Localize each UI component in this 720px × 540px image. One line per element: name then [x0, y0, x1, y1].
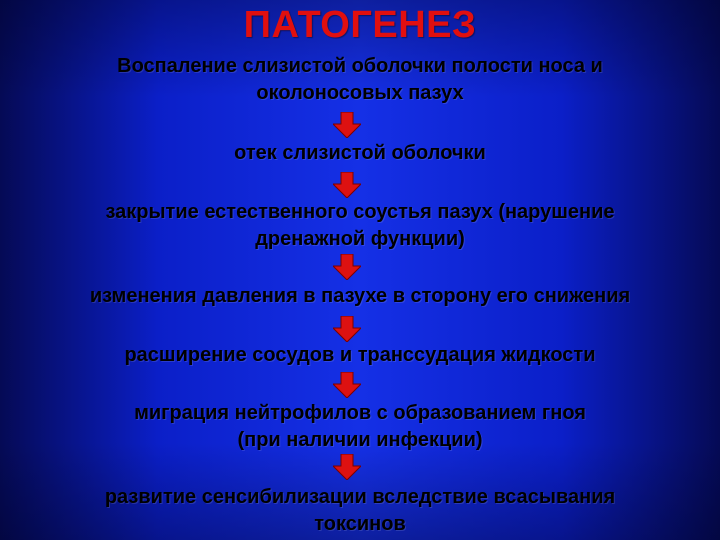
step-4 — [0, 283, 720, 310]
step-1-line-1: Воспаление слизистой оболочки полости носа и — [117, 55, 603, 77]
arrow-down-icon — [333, 112, 361, 138]
step-5 — [0, 342, 720, 369]
step-2-line-1: отек слизистой оболочки — [234, 142, 486, 164]
step-2 — [0, 140, 720, 167]
step-6-line-1: миграция нейтрофилов с образованием гноя — [134, 402, 586, 424]
step-3-line-2: дренажной функции) — [255, 228, 465, 250]
step-3-line-1: закрытие естественного соустья пазух (нарушение — [105, 201, 615, 223]
arrow-down-icon — [333, 316, 361, 342]
step-5-line-1: расширение сосудов и транссудация жидкости — [124, 344, 596, 366]
step-1 — [0, 53, 720, 107]
step-4-line-1: изменения давления в пазухе в сторону его снижения — [89, 285, 631, 307]
arrow-down-icon — [333, 254, 361, 280]
step-6 — [0, 400, 720, 454]
step-7-line-1: развитие сенсибилизации вследствие всасывания — [104, 486, 616, 508]
step-1-line-2: околоносовых пазух — [256, 82, 464, 104]
step-7 — [0, 484, 720, 538]
arrow-down-icon — [333, 372, 361, 398]
slide-title: ПАТОГЕНЕЗ — [243, 4, 477, 46]
step-3 — [0, 199, 720, 253]
step-6-line-2: (при наличии инфекции) — [237, 429, 483, 451]
step-7-line-2: токсинов — [314, 513, 406, 535]
arrow-down-icon — [333, 454, 361, 480]
arrow-down-icon — [333, 172, 361, 198]
